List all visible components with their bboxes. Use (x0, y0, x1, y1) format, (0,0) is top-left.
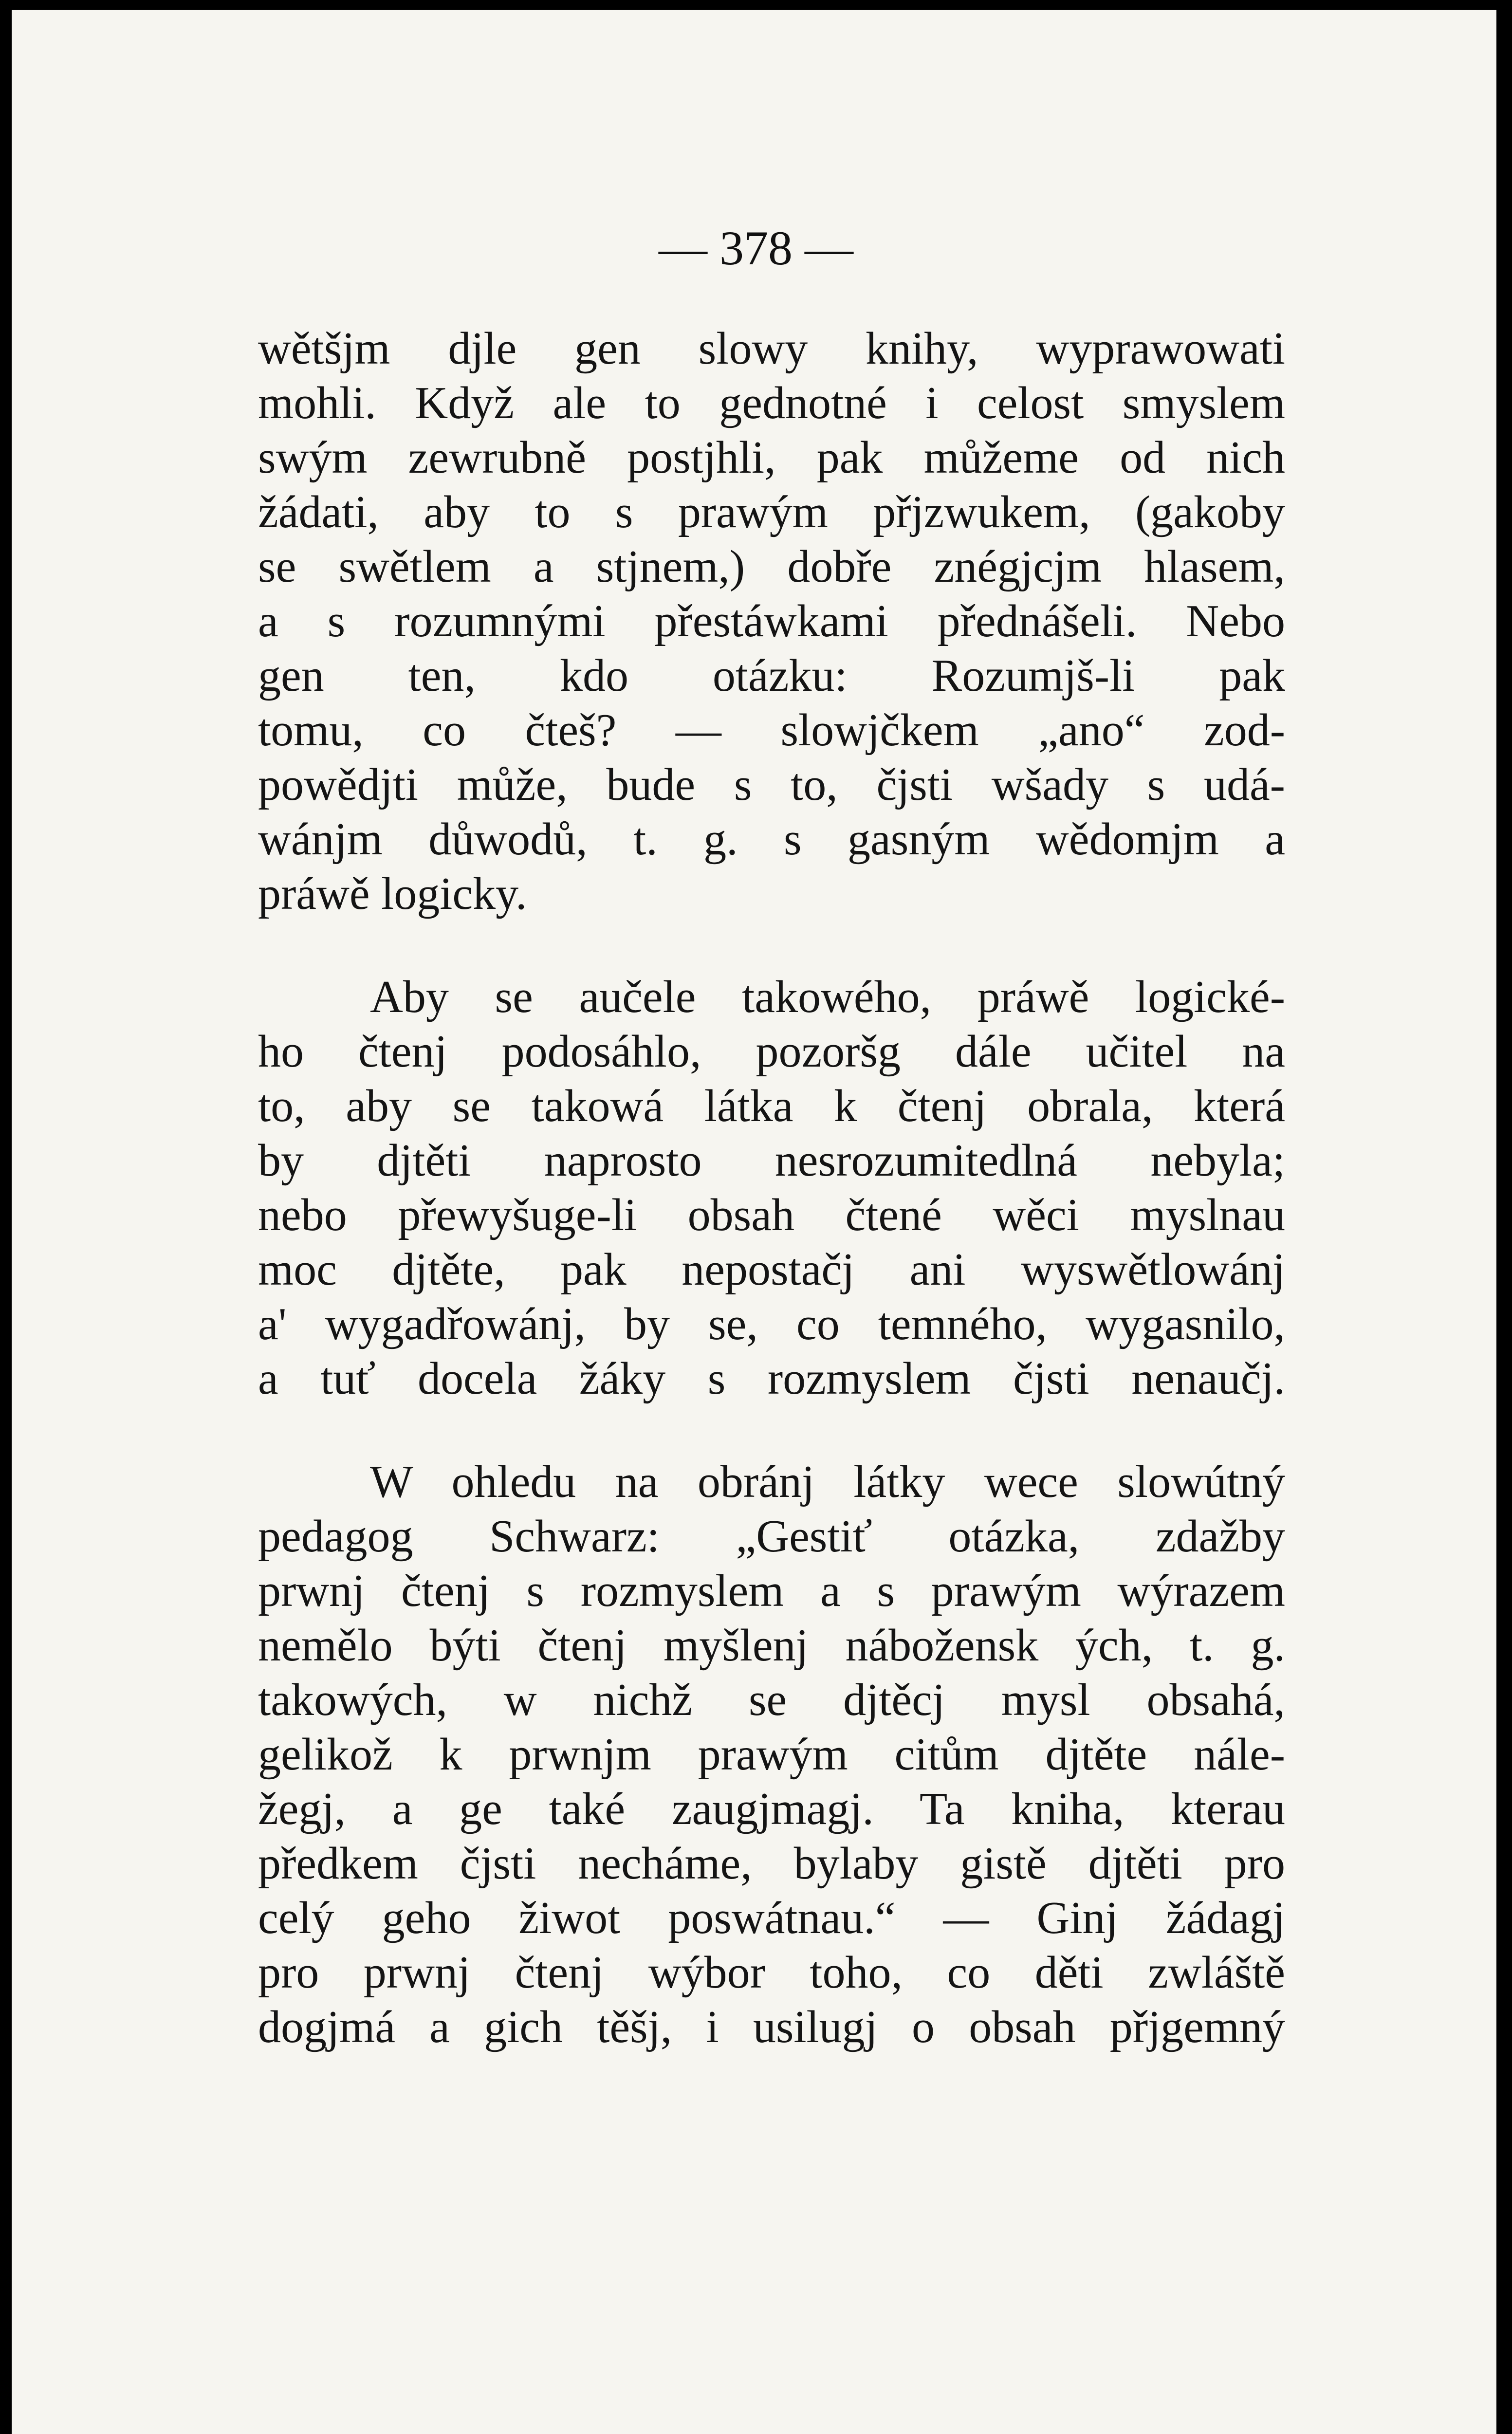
text-line: W ohledu na obránj látky wece slowútný (370, 1457, 1285, 1507)
text-line: gen ten, kdo otázku: Rozumjš-li pak (258, 650, 1285, 701)
text-line: wětšjm djle gen slowy knihy, wyprawowati (258, 323, 1285, 374)
text-line: takowých, w nichž se djtěcj mysl obsahá, (258, 1675, 1285, 1725)
text-line: gelikož k prwnjm prawým citům djtěte nále- (258, 1729, 1285, 1780)
text-line: předkem čjsti necháme, bylaby gistě djtěti pro (258, 1838, 1285, 1889)
text-line: swým zewrubně postjhli, pak můžeme od nich (258, 432, 1285, 483)
text-line: tomu, co čteš? — slowjčkem „ano“ zod- (258, 705, 1285, 756)
text-line: žádati, aby to s prawým přjzwukem, (gakoby (258, 487, 1285, 537)
text-line: mohli. Když ale to gednotné i celost smyslem (258, 378, 1285, 428)
paragraph-3 (258, 1455, 1285, 2054)
text-line: pedagog Schwarz: „Gestiť otázka, zdažby (258, 1511, 1285, 1562)
text-line: žegj, a ge také zaugjmagj. Ta kniha, kterau (258, 1784, 1285, 1834)
text-line: celý geho žiwot poswátnau.“ — Ginj žádagj (258, 1893, 1285, 1943)
paragraph-gap (258, 1406, 1285, 1455)
text-line: nemělo býti čtenj myšlenj nábožensk ých, t. g. (258, 1620, 1285, 1671)
text-line: to, aby se takowá látka k čtenj obrala, která (258, 1081, 1285, 1131)
text-line: ho čtenj podosáhlo, pozoršg dále učitel na (258, 1026, 1285, 1077)
text-line: moc djtěte, pak nepostačj ani wyswětlowánj (258, 1244, 1285, 1295)
text-line: prwnj čtenj s rozmyslem a s prawým wýrazem (258, 1566, 1285, 1616)
text-line: a' wygadřowánj, by se, co temného, wygasnilo, (258, 1299, 1285, 1349)
text-line: dogjmá a gich těšj, i usilugj o obsah přjgemný (258, 2002, 1285, 2052)
paragraph-gap (258, 921, 1285, 970)
page-number: — 378 — (659, 221, 853, 275)
scan-border (1497, 0, 1512, 2434)
body-text (258, 321, 1285, 2054)
text-line: pro prwnj čtenj wýbor toho, co děti zwláště (258, 1947, 1285, 1998)
paragraph-1 (258, 321, 1285, 921)
text-line: by djtěti naprosto nesrozumitedlná nebyla; (258, 1135, 1285, 1186)
text-line: wánjm důwodů, t. g. s gasným wědomjm a (258, 814, 1285, 865)
text-line: a tuť docela žáky s rozmyslem čjsti nenaučj. (258, 1353, 1285, 1404)
text-line: nebo přewyšuge-li obsah čtené wěci myslnau (258, 1190, 1285, 1240)
text-line: powědjti může, bude s to, čjsti wšady s udá- (258, 759, 1285, 810)
text-line: a s rozumnými přestáwkami přednášeli. Nebo (258, 596, 1285, 646)
paragraph-2 (258, 970, 1285, 1406)
text-line: Aby se aučele takowého, práwě logické- (370, 972, 1285, 1022)
text-line: se swětlem a stjnem,) dobře znégjcjm hlasem, (258, 541, 1285, 592)
text-line: práwě logicky. (258, 868, 527, 919)
